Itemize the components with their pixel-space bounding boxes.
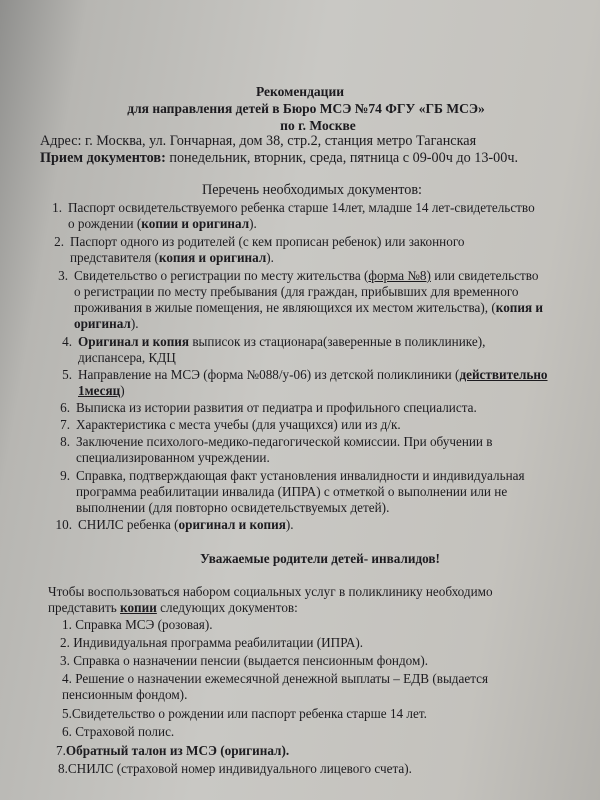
list-item: 9. Справка, подтверждающая факт установления инвалидности и индивидуальная [60, 468, 525, 483]
list-item-cont: проживания в жилые помещения, не являющихся их местом жительства), (копия и [74, 300, 544, 315]
list-item-cont: выполнении (для повторно освидетельствуемых детей). [76, 500, 390, 515]
list-item: 8.СНИЛС (страховой номер индивидуального лицевого счета). [58, 761, 412, 776]
list-item: 2. Индивидуальная программа реабилитации (ИПРА). [60, 635, 364, 650]
list-item: 3. Справка о назначении пенсии (выдается пенсионным фондом). [60, 653, 429, 668]
intro-line-2: представить копии следующих документов: [48, 600, 298, 615]
list-item: 4. Оригинал и копия выписок из стационара(заверенные в поликлинике), [62, 334, 486, 349]
list-item-cont: представителя (копия и оригинал). [70, 250, 274, 265]
address-line: Адрес: г. Москва, ул. Гончарная, дом 38, стр.2, станция метро Таганская [40, 133, 477, 149]
list-item-cont: специализированном учреждении. [76, 450, 270, 465]
list-item: 5. Направление на МСЭ (форма №088/у-06) из детской поликлиники (действительно [62, 367, 548, 382]
list-item: 8. Заключение психолого-медико-педагогической комиссии. При обучении в [60, 434, 493, 449]
list-item-cont: 1месяц) [78, 383, 125, 398]
list-item: 1. Паспорт освидетельствуемого ребенка старше 14лет, младше 14 лет-свидетельство [52, 200, 535, 215]
reception-label: Прием документов: [40, 150, 166, 166]
reception-text: понедельник, вторник, среда, пятница с 09-00ч до 13-00ч. [165, 150, 519, 166]
list-item-cont: пенсионным фондом). [62, 687, 188, 702]
list-item-cont: программа реабилитации инвалида (ИПРА) с отметкой о выполнении или не [76, 484, 508, 499]
list-item: 7. Характеристика с места учебы (для учащихся) или из д/к. [60, 417, 401, 432]
list-item: 7.Обратный талон из МСЭ (оригинал). [56, 743, 290, 758]
parents-title: Уважаемые родители детей- инвалидов! [200, 551, 440, 566]
list-item: 5.Свидетельство о рождении или паспорт ребенка старше 14 лет. [62, 706, 427, 721]
list-item-cont: диспансера, КДЦ [78, 350, 176, 365]
list-item: 1. Справка МСЭ (розовая). [62, 617, 213, 632]
list-item-cont: оригинал). [74, 316, 139, 331]
list-item-cont: о регистрации по месту пребывания (для граждан, прибывших для временного [74, 284, 519, 299]
doc-city: по г. Москве [280, 118, 356, 133]
doc-title: Рекомендации [255, 84, 345, 99]
docs-title: Перечень необходимых документов: [201, 182, 422, 198]
list-item: 6. Выписка из истории развития от педиатра и профильного специалиста. [60, 400, 477, 415]
list-item: 4. Решение о назначении ежемесячной денежной выплаты – ЕДВ (выдается [62, 671, 489, 686]
list-item: 10. СНИЛС ребенка (оригинал и копия). [55, 517, 294, 532]
list-item: 3. Свидетельство о регистрации по месту жительства (форма №8) или свидетельство [58, 268, 539, 283]
intro-line-1: Чтобы воспользоваться набором социальных услуг в поликлинику необходимо [48, 584, 493, 599]
list-item: 2. Паспорт одного из родителей (с кем прописан ребенок) или законного [54, 234, 465, 249]
doc-subtitle: для направления детей в Бюро МСЭ №74 ФГУ «ГБ МСЭ» [127, 101, 485, 116]
list-item: 6. Страховой полис. [62, 724, 175, 739]
reception-line [40, 151, 518, 167]
list-item-cont: о рождении (копии и оригинал). [68, 216, 257, 231]
